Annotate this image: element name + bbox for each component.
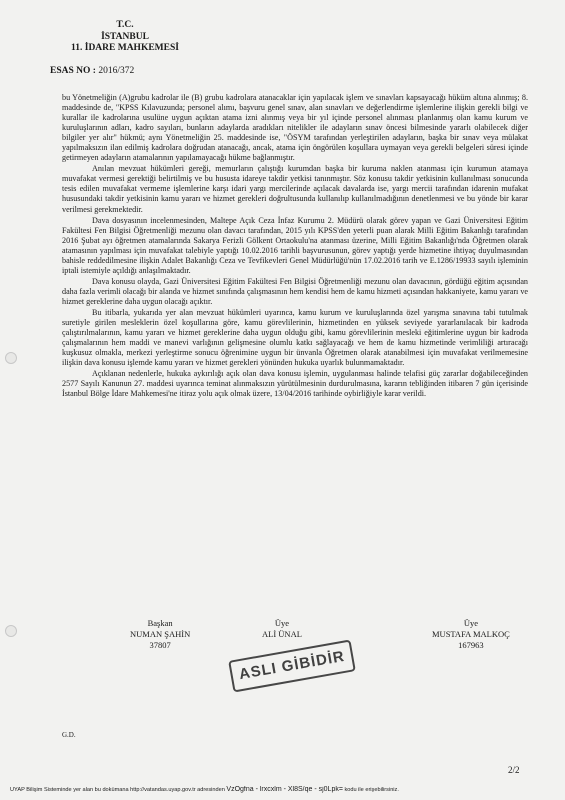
certified-copy-stamp: ASLI GİBİDİR — [228, 639, 356, 692]
paragraph: Açıklanan nedenlerle, hukuka aykırılığı açık olan dava konusu işlemin, uygulanması halinde telafisi güç zararlar doğabileceğinden 2577 Sayılı Kanunun 27. maddesi uyarınca teminat alınmaksızın yürütülmesinin durdurulmasına, kararın tebliğinden itibaren 7 gün içerisinde İstanbul Bölge İdare Mahkemesi'ne itiraz yolu açık olmak üzere, 13/04/2016 tarihinde oybirliğiyle karar verildi. — [62, 369, 528, 399]
signature-president — [130, 618, 190, 651]
signature-member-2 — [432, 618, 510, 651]
punch-hole — [5, 352, 17, 364]
signature-name: MUSTAFA MALKOÇ — [432, 629, 510, 639]
case-number-value: 2016/372 — [98, 66, 135, 76]
court-header — [50, 20, 200, 55]
signature-number: 167963 — [458, 640, 484, 650]
footer-suffix: kodu ile erişebilirsiniz. — [344, 787, 399, 793]
header-line-court: 11. İDARE MAHKEMESİ — [71, 43, 179, 53]
punch-hole — [5, 625, 17, 637]
initials: G.D. — [62, 731, 76, 739]
paragraph: Dava konusu olayda, Gazi Üniversitesi Eğitim Fakültesi Fen Bilgisi Öğretmenliği mezunu olan davacının, gördüğü eğitim açısından daha fazla verimli olacağı bir alanda ve hizmet sınıfında çalışmasının hem kendisi hem de kamu hizmeti açısından hakkaniyete, kamu yararı ve hizmet gereklerine daha uygun olacağı açıktır. — [62, 276, 528, 306]
signature-member-1 — [262, 618, 302, 640]
paragraph: Anılan mevzuat hükümleri gereği, memurların çalıştığı kurumdan başka bir kuruma naklen atanması için kurumun atamaya muvafakat vermesi gerektiği belirtilmiş ve bu hususta idareye takdir yetkisi tanınmıştır. Söz konusu takdir yetkisinin kullanılması sonucunda tesis edilen muvafakat vermeme işlemlerine karşı idari yargı mercilerinde açılacak davalarda ise, yargı mercii tarafından idarenin mufakat hususundaki takdir yetkisinin kamu yararı ve hizmet gerekleri doğrultusunda kullanılıp kullanılmadığının denetlenmesi ve bu yönde bir karar verilmesi gerekmektedir. — [62, 164, 528, 214]
paragraph: Dava dosyasının incelenmesinden, Maltepe Açık Ceza İnfaz Kurumu 2. Müdürü olarak görev yapan ve Gazi Üniversitesi Eğitim Fakültesi Fen Bilgisi Öğretmenliği mezunu olan davacı tarafından, 2015 yılı KPSS'den yeterli puan alarak Milli Eğitim Bakanlığı tarafından 2016 Şubat ayı öğretmen atamalarında Sakarya Ferizli Gölkent Ortaokulu'na atanması üzerine, Milli Eğitim Bakanlığı'nda Öğretmen olarak atamasının yapılması için muvafakat talebiyle yaptığı 10.02.2016 tarihli başvurusunun, görev yaptığı yerde hizmetine ihtiyaç duyulmasından bahisle reddedilmesine ilişkin Adalet Bakanlığı Ceza ve Tevfikevleri Genel Müdürlüğü'nün 17.02.2016 tarih ve E.1286/19933 sayılı işleminin iptali istemiyle açıldığı anlaşılmaktadır. — [62, 215, 528, 275]
page-number: 2/2 — [508, 765, 520, 775]
signature-title: Üye — [274, 618, 290, 628]
signature-name: NUMAN ŞAHİN — [130, 629, 191, 639]
case-number — [50, 66, 134, 76]
footer-access-code: VzOgfna - lrxcxlm - Xl8S/qe - sj0Lpk= — [226, 786, 343, 793]
footer-text: UYAP Bilişim Sisteminde yer alan bu dokümana http://vatandas.uyap.gov.tr adresinden — [10, 787, 225, 793]
signature-title: Üye — [463, 618, 478, 628]
signature-number: 37807 — [149, 640, 171, 650]
paragraph: Bu itibarla, yukarıda yer alan mevzuat hükümleri uyarınca, kamu kurum ve kuruluşlarında özel yarışma sınavına tabi tutulmak suretiyle girilen mesleklerin özel koşullarına göre, kamu görevlilerinin, hizmetinden en yüksek seviyede yararlanılacak bir kadroda çalıştırılmalarının, kamu yararı ve hizmet gereklerine daha uygun olduğu gibi, kamu görevlilerinin mesleki eğitimlerine uygun bir kadroda çalışmalarının hem maddi ve manevi varlığının gelişmesine olumlu katkı sağlayacağı ve hem de kamu hizmetinde verimliliği artıracağı kuşkusuz olmakla, merkezi yerleştirme sonucu öğrenimine uygun bir ünvanla Öğretmen olarak atanabilmesi için muvafakat verilmemesine ilişkin dava konusu işlemde kamu yararı ve hizmet gerekleri yönünden hukuka uyarlık bulunmamaktadır. — [62, 307, 528, 368]
case-number-label: ESAS NO : — [50, 66, 96, 76]
paragraph: bu Yönetmeliğin (A)grubu kadrolar ile (B) grubu kadrolara atanacaklar için yapılacak işlem ve sınavları kapsayacağı hüküm altına alınmış; 8. maddesinde de, "KPSS Kılavuzunda; personel alımı, başvuru genel sınav, alan sınavları ve değerlendirme işlemlerine ilişkin gerekli bilgi ve kurallar ile kadrolarına usulüne uygun açıktan atama izni alınmış veya bir yıl içinde personel alınması planlanmış olan kamu kurum ve kuruluşlarının adları, kadro sayıları, bunların adaylarda aradıkları nitelikler ile adayların sınav öncesi bilmesinde yararlı olabilecek diğer bilgiler yer alır" hükmü; aynı Yönetmeliğin 25. maddesinde ise, "ÖSYM tarafından yerleştirilen adayların, başka bir sınav veya mülakat yapılmaksızın ilan edilmiş kadrolara doğrudan atanacağı, ancak, atama için öngörülen koşullara uymayan veya gerekli belgeleri süresi içinde getirmeyen adayların atamalarının yapılamayacağı hükme bağlanmıştır. — [62, 93, 528, 163]
signature-name: ALİ ÜNAL — [262, 629, 302, 639]
uyap-footer — [10, 786, 558, 793]
header-line-tc: T.C. — [116, 20, 134, 30]
signature-title: Başkan — [147, 618, 173, 628]
header-line-city: İSTANBUL — [101, 31, 149, 42]
document-body — [62, 93, 528, 400]
